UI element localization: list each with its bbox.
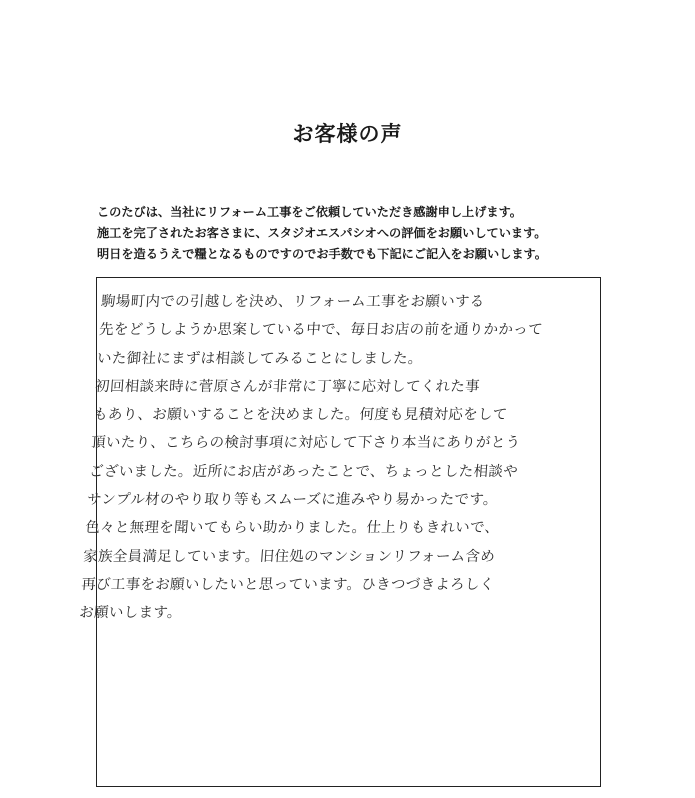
comment-line-3: いた御社にまずは相談してみることにしました。 [96, 350, 424, 367]
comment-line-9: 色々と無理を聞いてもらい助かりました。仕上りもきれいで、 [84, 520, 500, 537]
comment-line-10: 家族全員満足しています。旧住処のマンションリフォーム含め [82, 548, 496, 565]
intro-line-1: このたびは、当社にリフォーム工事をご依頼していただき感謝申し上げます。 [97, 205, 522, 219]
handwritten-comment [78, 288, 602, 628]
comment-line-12: お願いします。 [78, 605, 183, 622]
comment-line-11: 再び工事をお願いしたいと思っています。ひきつづきよろしく [80, 576, 496, 593]
comment-line-5: もあり、お願いすることを決めました。何度も見積対応をして [92, 407, 509, 424]
comment-line-1: 駒場町内での引越しを決め、リフォーム工事をお願いする [100, 294, 486, 310]
comment-line-7: ございました。近所にお店があったことで、ちょっとした相談や [88, 463, 519, 480]
comment-line-4: 初回相談来時に菅原さんが非常に丁寧に応対してくれた事 [94, 378, 481, 395]
comment-line-6: 頂いたり、こちらの検討事項に対応して下さり本当にありがとう [90, 435, 521, 452]
page-title: お客様の声 [292, 121, 403, 146]
intro-line-2: 施工を完了されたお客さまに、スタジオエスパシオへの評価をお願いしています。 [97, 226, 547, 240]
intro-text [97, 202, 617, 265]
intro-line-3: 明日を造るうえで糧となるものですのでお手数でも下記にご記入をお願いします。 [97, 247, 547, 261]
comment-line-8: サンプル材のやり取り等もスムーズに進みやり易かったです。 [86, 492, 499, 509]
comment-line-2: 先をどうしようか思案している中で、毎日お店の前を通りかかって [98, 322, 544, 339]
